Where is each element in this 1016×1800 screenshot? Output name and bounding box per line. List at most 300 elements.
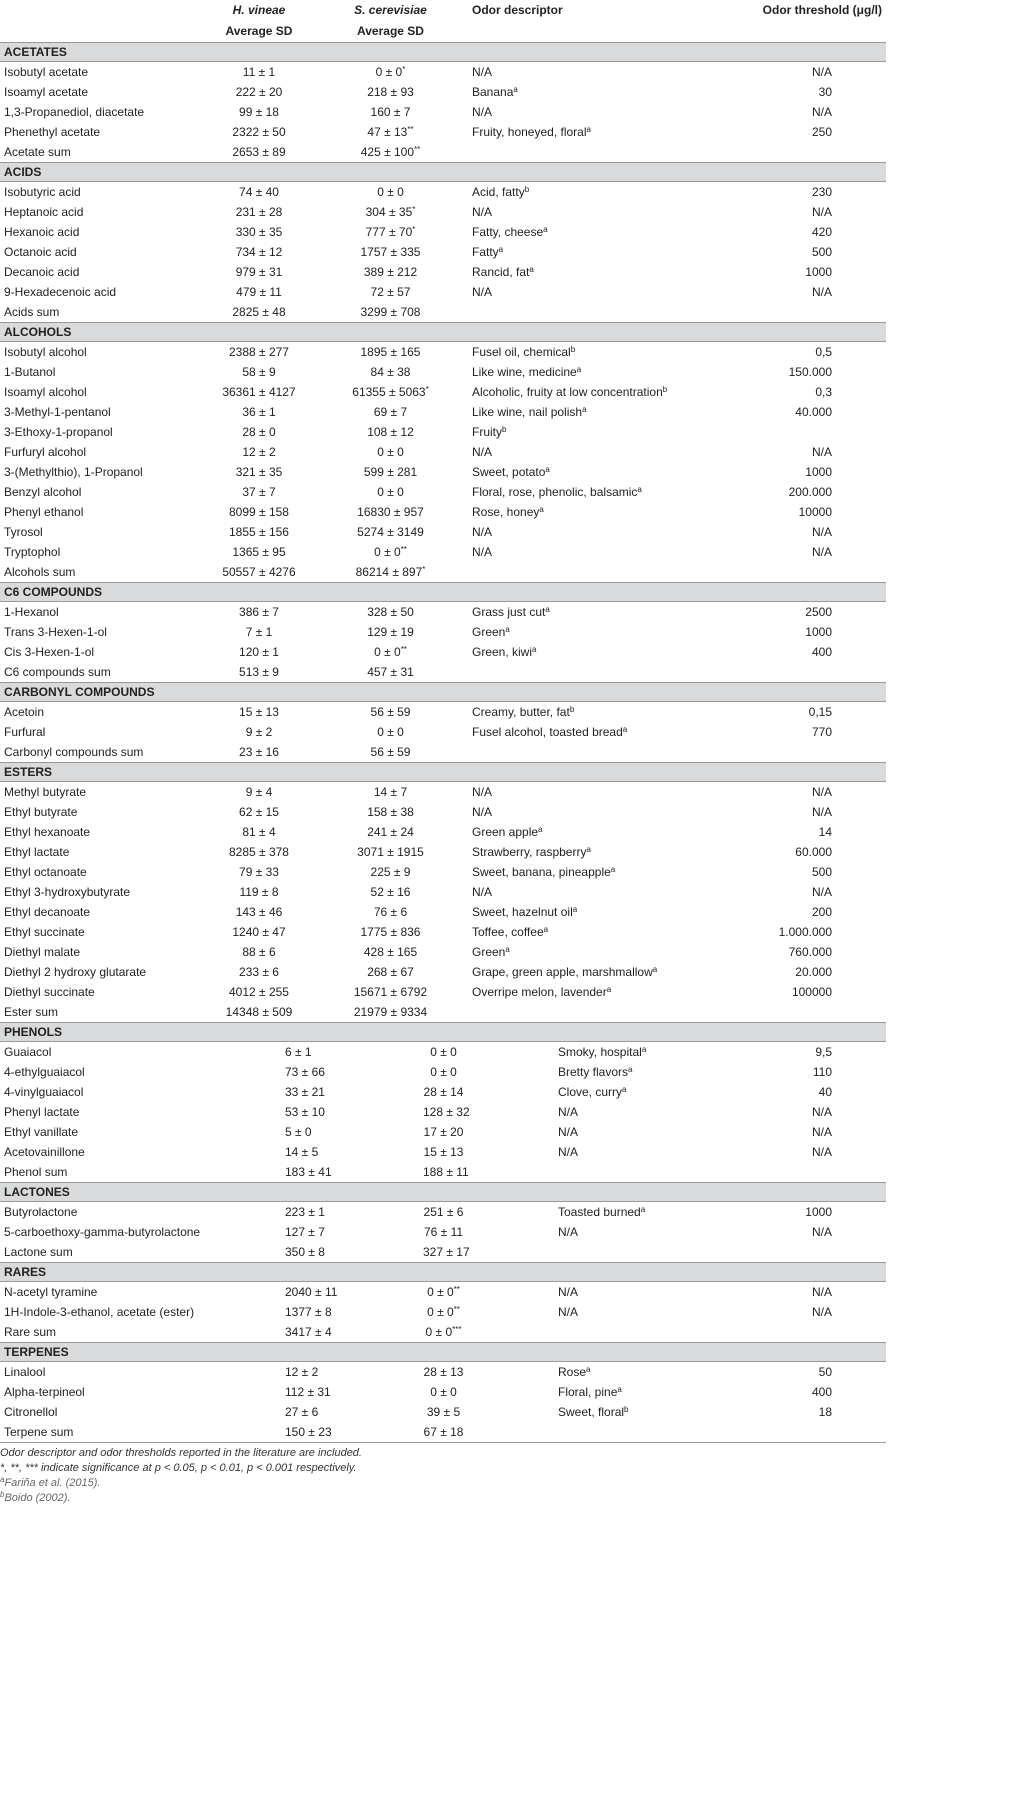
compound-name: Ethyl butyrate [4, 805, 78, 819]
compound-name: Tryptophol [4, 545, 61, 559]
odor-threshold: 110 [812, 1065, 832, 1079]
odor-threshold: 0,3 [815, 385, 832, 399]
compound-name: Octanoic acid [4, 245, 77, 259]
odor-threshold: 200 [811, 905, 832, 919]
hvineae-value: 112 ± 31 [285, 1385, 331, 1399]
odor-threshold: N/A [811, 785, 832, 799]
compound-name: Isoamyl acetate [4, 85, 89, 99]
compound-name: Decanoic acid [4, 265, 80, 279]
odor-threshold: N/A [811, 205, 832, 219]
hvineae-value: 74 ± 40 [239, 185, 279, 199]
hvineae-value: 1377 ± 8 [285, 1305, 332, 1319]
scerevisiae-value: 777 ± 70* [365, 225, 416, 239]
scerevisiae-value: 389 ± 212 [363, 265, 418, 279]
compound-name: Phenyl ethanol [4, 505, 84, 519]
hvineae-value: 88 ± 6 [242, 945, 276, 959]
odor-threshold: 500 [811, 865, 832, 879]
table-row [0, 1422, 886, 1443]
odor-threshold: N/A [811, 1285, 832, 1299]
scerevisiae-value: 5274 ± 3149 [357, 525, 424, 539]
odor-descriptor: Sweet, banana, pineapple$^a$ [472, 865, 616, 879]
scerevisiae-value: 251 ± 6 [423, 1205, 464, 1219]
hvineae-value: 2040 ± 11 [285, 1285, 338, 1299]
table-row [0, 142, 886, 163]
odor-threshold: N/A [811, 285, 832, 299]
compound-name: Butyrolactone [4, 1205, 78, 1219]
scerevisiae-value: 218 ± 93 [367, 85, 414, 99]
odor-threshold [718, 1242, 886, 1263]
odor-threshold: 40 [818, 1085, 832, 1099]
hvineae-value: 4012 ± 255 [229, 985, 289, 999]
odor-descriptor: Fusel oil, chemical$^b$ [472, 345, 576, 359]
odor-threshold: 18 [818, 1405, 832, 1419]
table-row [0, 602, 886, 623]
section-title: ALCOHOLS [0, 323, 886, 342]
table-row [0, 402, 886, 422]
scerevisiae-value: 158 ± 38 [367, 805, 414, 819]
footnote-ref-a: $^a$Fariña et al. (2015). [0, 1475, 101, 1489]
hvineae-value: 350 ± 8 [285, 1245, 325, 1259]
section-title: LACTONES [0, 1183, 886, 1202]
section-title: C6 COMPOUNDS [0, 583, 886, 602]
scerevisiae-value: 128 ± 32 [423, 1105, 470, 1119]
footnote-ref-b: $^b$Boido (2002). [0, 1490, 71, 1504]
hvineae-value: 14348 ± 509 [225, 1005, 293, 1019]
section-header [0, 1343, 886, 1362]
table-row [0, 522, 886, 542]
table-row [0, 882, 886, 902]
hvineae-value: 27 ± 6 [285, 1405, 319, 1419]
scerevisiae-value: 0 ± 0 [377, 445, 404, 459]
compound-name: Isoamyl alcohol [4, 385, 87, 399]
odor-threshold: N/A [811, 1305, 832, 1319]
header-row-1 [0, 0, 886, 21]
compound-name: Citronellol [4, 1405, 58, 1419]
odor-threshold [718, 1422, 886, 1443]
compound-name: Alcohols sum [4, 565, 76, 579]
scerevisiae-value: 0 ± 0** [427, 1285, 460, 1299]
table-row [0, 302, 886, 323]
odor-descriptor: Green, kiwi$^a$ [472, 645, 537, 659]
hvineae-value: 11 ± 1 [242, 65, 276, 79]
hvineae-value: 33 ± 21 [285, 1085, 325, 1099]
odor-threshold [718, 302, 886, 323]
odor-descriptor: Toffee, coffee$^a$ [472, 925, 549, 939]
odor-descriptor: Grape, green apple, marshmallow$^a$ [472, 965, 658, 979]
hvineae-value: 330 ± 35 [235, 225, 283, 239]
table-row [0, 662, 886, 683]
table-row [0, 742, 886, 763]
header-hvineae: H. vineae [232, 3, 286, 17]
odor-threshold: 420 [811, 225, 832, 239]
odor-descriptor: Acid, fatty$^b$ [472, 185, 530, 199]
odor-descriptor: Floral, pine$^a$ [558, 1385, 622, 1399]
scerevisiae-value: 1895 ± 165 [360, 345, 421, 359]
odor-descriptor [468, 302, 718, 323]
odor-threshold: 50 [818, 1365, 832, 1379]
compound-name: 3-Methyl-1-pentanol [4, 405, 111, 419]
odor-descriptor: N/A [558, 1105, 579, 1119]
scerevisiae-value: 428 ± 165 [363, 945, 418, 959]
compound-name: Acetovainillone [4, 1145, 85, 1159]
section-header [0, 683, 886, 702]
hvineae-value: 513 ± 9 [239, 665, 279, 679]
table-row [0, 822, 886, 842]
odor-descriptor: Overripe melon, lavender$^a$ [472, 985, 612, 999]
odor-descriptor [468, 742, 718, 763]
scerevisiae-value: 0 ± 0* [375, 65, 406, 79]
scerevisiae-value: 52 ± 16 [370, 885, 411, 899]
scerevisiae-value: 16830 ± 957 [357, 505, 424, 519]
hvineae-value: 1240 ± 47 [232, 925, 286, 939]
odor-threshold: 30 [818, 85, 832, 99]
footnote-literature: Odor descriptor and odor thresholds reported in the literature are included. [0, 1447, 362, 1459]
table-row [0, 542, 886, 562]
scerevisiae-value: 86214 ± 897* [355, 565, 426, 579]
table-row [0, 1062, 886, 1082]
footnote-significance: *, **, *** indicate significance at p < 0.05, p < 0.01, p < 0.001 respectively. [0, 1462, 357, 1474]
table-row [0, 102, 886, 122]
odor-descriptor: N/A [472, 285, 493, 299]
odor-descriptor: Alcoholic, fruity at low concentration$^b$ [472, 385, 668, 399]
odor-threshold: 1000 [805, 1205, 832, 1219]
section-title: CARBONYL COMPOUNDS [0, 683, 886, 702]
odor-descriptor: Bretty flavors$^a$ [558, 1065, 633, 1079]
hvineae-value: 50557 ± 4276 [222, 565, 296, 579]
odor-threshold: N/A [811, 65, 832, 79]
hvineae-value: 183 ± 41 [285, 1165, 332, 1179]
odor-descriptor: Sweet, hazelnut oil$^a$ [472, 905, 578, 919]
compound-name: Alpha-terpineol [4, 1385, 85, 1399]
odor-descriptor: N/A [472, 805, 493, 819]
scerevisiae-value: 84 ± 38 [370, 365, 411, 379]
odor-descriptor: N/A [558, 1285, 579, 1299]
compound-name: 3-Ethoxy-1-propanol [4, 425, 113, 439]
odor-threshold: 400 [811, 1385, 832, 1399]
scerevisiae-value: 21979 ± 9334 [353, 1005, 428, 1019]
odor-threshold [718, 1162, 886, 1183]
scerevisiae-value: 268 ± 67 [367, 965, 414, 979]
compound-name: Isobutyl acetate [4, 65, 89, 79]
hvineae-value: 127 ± 7 [285, 1225, 325, 1239]
section-header [0, 1183, 886, 1202]
compound-name: N-acetyl tyramine [4, 1285, 98, 1299]
hvineae-value: 58 ± 9 [242, 365, 276, 379]
scerevisiae-value: 72 ± 57 [370, 285, 411, 299]
odor-threshold: 40.000 [795, 405, 832, 419]
odor-descriptor: Fruity, honeyed, floral$^a$ [472, 125, 591, 139]
table-row [0, 782, 886, 803]
scerevisiae-value: 39 ± 5 [426, 1405, 461, 1419]
odor-threshold: N/A [811, 1105, 832, 1119]
odor-descriptor: Banana$^a$ [472, 85, 518, 99]
table-row [0, 122, 886, 142]
odor-descriptor: Sweet, floral$^b$ [558, 1405, 629, 1419]
hvineae-value: 979 ± 31 [235, 265, 283, 279]
scerevisiae-value: 0 ± 0 [430, 1065, 457, 1079]
scerevisiae-value: 1775 ± 836 [360, 925, 421, 939]
table-row [0, 202, 886, 222]
scerevisiae-value: 0 ± 0 [430, 1045, 457, 1059]
hvineae-value: 62 ± 15 [239, 805, 279, 819]
table-row [0, 942, 886, 962]
compound-name: Ethyl lactate [4, 845, 70, 859]
odor-descriptor [468, 562, 718, 583]
section-title: ACETATES [0, 43, 886, 62]
table-row [0, 642, 886, 662]
hvineae-value: 8285 ± 378 [229, 845, 289, 859]
table-row [0, 462, 886, 482]
hvineae-value: 8099 ± 158 [229, 505, 289, 519]
table-row [0, 1202, 886, 1223]
odor-threshold [718, 742, 886, 763]
odor-threshold: 1.000.000 [778, 925, 832, 939]
odor-threshold: 250 [811, 125, 832, 139]
compound-name: Ethyl 3-hydroxybutyrate [4, 885, 131, 899]
odor-threshold: N/A [811, 105, 832, 119]
compound-name: 5-carboethoxy-gamma-butyrolactone [4, 1225, 201, 1239]
table-row [0, 82, 886, 102]
odor-threshold: N/A [811, 1225, 832, 1239]
hvineae-value: 5 ± 0 [285, 1125, 312, 1139]
scerevisiae-value: 241 ± 24 [367, 825, 414, 839]
hvineae-value: 6 ± 1 [285, 1045, 312, 1059]
scerevisiae-value: 56 ± 59 [370, 745, 411, 759]
scerevisiae-value: 108 ± 12 [367, 425, 414, 439]
table-row [0, 362, 886, 382]
odor-threshold: 14 [818, 825, 832, 839]
compound-name: Ethyl hexanoate [4, 825, 91, 839]
hvineae-value: 99 ± 18 [239, 105, 279, 119]
odor-descriptor: N/A [558, 1225, 579, 1239]
odor-descriptor: N/A [472, 205, 493, 219]
scerevisiae-value: 47 ± 13** [367, 125, 414, 139]
compound-name: Tyrosol [4, 525, 43, 539]
hvineae-value: 23 ± 16 [239, 745, 279, 759]
compound-name: Phenethyl acetate [4, 125, 101, 139]
scerevisiae-value: 327 ± 17 [423, 1245, 470, 1259]
hvineae-value: 9 ± 4 [245, 785, 273, 799]
odor-descriptor: N/A [472, 105, 493, 119]
compound-name: Heptanoic acid [4, 205, 84, 219]
odor-threshold: N/A [811, 1125, 832, 1139]
scerevisiae-value: 0 ± 0 [377, 185, 404, 199]
table-row [0, 1402, 886, 1422]
header-hvineae-sub: Average SD [205, 21, 313, 43]
table-row [0, 262, 886, 282]
hvineae-value: 233 ± 6 [239, 965, 279, 979]
compound-name: Ethyl succinate [4, 925, 85, 939]
odor-descriptor: N/A [472, 885, 493, 899]
odor-threshold: N/A [811, 885, 832, 899]
hvineae-value: 222 ± 20 [235, 85, 283, 99]
hvineae-value: 15 ± 13 [239, 705, 279, 719]
scerevisiae-value: 3299 ± 708 [360, 305, 421, 319]
header-odor-descriptor: Odor descriptor [472, 3, 563, 17]
hvineae-value: 2388 ± 277 [229, 345, 289, 359]
odor-descriptor [468, 662, 718, 683]
hvineae-value: 150 ± 23 [205, 1422, 313, 1443]
odor-descriptor: N/A [472, 785, 493, 799]
odor-threshold: 0,15 [808, 705, 832, 719]
compound-name: 1-Hexanol [4, 605, 59, 619]
scerevisiae-value: 28 ± 13 [423, 1365, 464, 1379]
odor-threshold: 230 [811, 185, 832, 199]
scerevisiae-value: 0 ± 0 [377, 725, 404, 739]
table-row [0, 1162, 886, 1183]
odor-threshold [718, 562, 886, 583]
table-row [0, 702, 886, 723]
scerevisiae-value: 457 ± 31 [367, 665, 414, 679]
odor-threshold [718, 422, 886, 442]
compound-name: 9-Hexadecenoic acid [4, 285, 117, 299]
scerevisiae-value: 0 ± 0 [430, 1385, 457, 1399]
compound-name: 4-vinylguaiacol [4, 1085, 84, 1099]
compound-name: 3-(Methylthio), 1-Propanol [4, 465, 143, 479]
table-row [0, 1042, 886, 1063]
table-row [0, 1122, 886, 1142]
odor-threshold [718, 662, 886, 683]
odor-descriptor: Clove, curry$^a$ [558, 1085, 627, 1099]
odor-threshold: 60.000 [795, 845, 832, 859]
odor-descriptor: Creamy, butter, fat$^b$ [472, 705, 575, 719]
odor-descriptor: Toasted burned$^a$ [558, 1205, 646, 1219]
hvineae-value: 2653 ± 89 [232, 145, 286, 159]
odor-descriptor: N/A [472, 445, 493, 459]
compound-name: Isobutyl alcohol [4, 345, 87, 359]
section-title: RARES [0, 1263, 886, 1282]
table-row [0, 902, 886, 922]
compound-name: Ethyl octanoate [4, 865, 87, 879]
header-scerevisiae: S. cerevisiae [354, 3, 427, 17]
compound-name: 4-ethylguaiacol [4, 1065, 85, 1079]
table-row [0, 442, 886, 462]
table-row [0, 222, 886, 242]
scerevisiae-value: 0 ± 0** [427, 1305, 460, 1319]
hvineae-value: 14 ± 5 [285, 1145, 319, 1159]
hvineae-value: 143 ± 46 [235, 905, 283, 919]
header-odor-threshold: Odor threshold (μg/l) [762, 3, 882, 17]
compound-name: Guaiacol [4, 1045, 52, 1059]
scerevisiae-value: 3071 ± 1915 [357, 845, 424, 859]
odor-threshold: N/A [811, 445, 832, 459]
hvineae-value: 7 ± 1 [245, 625, 273, 639]
compound-name: Phenol sum [4, 1165, 68, 1179]
scerevisiae-value: 328 ± 50 [367, 605, 414, 619]
odor-threshold: 1000 [805, 625, 832, 639]
odor-descriptor: Rancid, fat$^a$ [472, 265, 534, 279]
section-title: ACIDS [0, 163, 886, 182]
scerevisiae-value: 61355 ± 5063* [352, 385, 429, 399]
odor-descriptor [468, 1242, 718, 1263]
hvineae-value: 79 ± 33 [239, 865, 279, 879]
table-row [0, 242, 886, 262]
hvineae-value: 53 ± 10 [285, 1105, 325, 1119]
compound-name: Benzyl alcohol [4, 485, 82, 499]
compound-name: Acids sum [4, 305, 60, 319]
section-header [0, 583, 886, 602]
section-header [0, 323, 886, 342]
scerevisiae-value: 56 ± 59 [370, 705, 411, 719]
scerevisiae-value: 17 ± 20 [423, 1125, 464, 1139]
scerevisiae-value: 76 ± 11 [423, 1225, 464, 1239]
hvineae-value: 1855 ± 156 [229, 525, 289, 539]
section-header [0, 1263, 886, 1282]
scerevisiae-value: 0 ± 0** [374, 545, 407, 559]
table-row [0, 1362, 886, 1383]
compound-name: Furfural [4, 725, 46, 739]
odor-threshold: 0,5 [815, 345, 832, 359]
table-row [0, 502, 886, 522]
odor-threshold: 100000 [791, 985, 832, 999]
table-row [0, 1302, 886, 1322]
compound-name: Carbonyl compounds sum [4, 745, 144, 759]
compound-name: Diethyl succinate [4, 985, 95, 999]
hvineae-value: 73 ± 66 [285, 1065, 325, 1079]
table-row [0, 1282, 886, 1303]
compound-name: Ester sum [4, 1005, 59, 1019]
hvineae-value: 36 ± 1 [242, 405, 276, 419]
hvineae-value: 3417 ± 4 [285, 1325, 332, 1339]
hvineae-value: 12 ± 2 [242, 445, 276, 459]
compound-name: Hexanoic acid [4, 225, 80, 239]
table-row [0, 802, 886, 822]
scerevisiae-value: 15671 ± 6792 [353, 985, 428, 999]
scerevisiae-value: 425 ± 100** [360, 145, 421, 159]
odor-descriptor [468, 1162, 718, 1183]
odor-descriptor: N/A [472, 525, 493, 539]
odor-threshold: 770 [811, 725, 832, 739]
odor-descriptor: Fruity$^b$ [472, 425, 507, 439]
hvineae-value: 1365 ± 95 [232, 545, 286, 559]
scerevisiae-value: 0 ± 0** [374, 645, 407, 659]
odor-descriptor: Rose, honey$^a$ [472, 505, 544, 519]
scerevisiae-value: 15 ± 13 [423, 1145, 464, 1159]
odor-descriptor: Grass just cut$^a$ [472, 605, 550, 619]
hvineae-value: 37 ± 7 [242, 485, 276, 499]
odor-threshold: 500 [811, 245, 832, 259]
odor-descriptor: N/A [558, 1125, 579, 1139]
hvineae-value: 12 ± 2 [285, 1365, 319, 1379]
table-row [0, 482, 886, 502]
hvineae-value: 734 ± 12 [235, 245, 283, 259]
hvineae-value: 479 ± 11 [236, 285, 282, 299]
section-title: TERPENES [0, 1343, 886, 1362]
header-compound [0, 0, 205, 21]
odor-descriptor: Floral, rose, phenolic, balsamic$^a$ [472, 485, 642, 499]
odor-threshold: 9,5 [815, 1045, 832, 1059]
odor-descriptor: Smoky, hospital$^a$ [558, 1045, 647, 1059]
table-row [0, 382, 886, 402]
table-row [0, 1002, 886, 1023]
scerevisiae-value: 1757 ± 335 [360, 245, 421, 259]
scerevisiae-value: 0 ± 0 [377, 485, 404, 499]
odor-threshold: 200.000 [788, 485, 832, 499]
hvineae-value: 36361 ± 4127 [222, 385, 296, 399]
compound-name: C6 compounds sum [4, 665, 111, 679]
odor-threshold: N/A [811, 525, 832, 539]
odor-threshold: N/A [811, 545, 832, 559]
odor-threshold: N/A [811, 805, 832, 819]
compound-name: Acetate sum [4, 145, 71, 159]
table-row [0, 862, 886, 882]
odor-descriptor: Fatty, cheese$^a$ [472, 225, 548, 239]
scerevisiae-value: 160 ± 7 [370, 105, 411, 119]
odor-descriptor: Like wine, medicine$^a$ [472, 365, 582, 379]
scerevisiae-value: 188 ± 11 [423, 1165, 469, 1179]
odor-descriptor: Green$^a$ [472, 945, 510, 959]
compound-name: 1H-Indole-3-ethanol, acetate (ester) [4, 1305, 195, 1319]
